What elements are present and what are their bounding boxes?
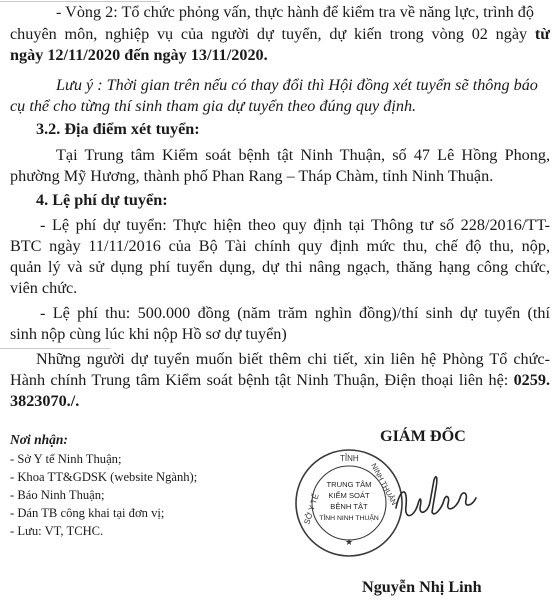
fee-rule-line-3: quản lý và sử dụng phí tuyển dụng, dự thi nâng ngạch, thăng hạng công chức, (10, 258, 550, 276)
contact-line-1: Những người dự tuyển muốn biết thêm chi tiết, xin liên hệ Phòng Tổ chức- (36, 350, 550, 368)
fee-rule-line-2: BTC ngày 11/11/2016 của Bộ Tài chính quy định mức thu, chế độ thu, nộp, (10, 237, 550, 255)
stamp-ring-top: TỈNH (340, 454, 359, 463)
contact-line-2 (10, 371, 550, 390)
recipient-item: - Dán TB công khai tại đơn vị; (10, 506, 165, 520)
handwritten-signature (390, 468, 480, 530)
recipient-item: - Báo Ninh Thuận; (10, 488, 105, 502)
stamp-ring-right: NINH THUẬN (369, 461, 399, 507)
recipient-item: - Khoa TT&GDSK (website Ngành); (10, 470, 198, 484)
stamp-star-icon: ★ (344, 537, 354, 547)
stamp-center-line-1: TRUNG TÂM (326, 480, 372, 489)
note-line-1: Lưu ý : Thời gian trên nếu có thay đổi thì Hội đồng xét tuyển sẽ thông báo (56, 76, 538, 94)
fee-amount-line-2: sinh nộp cùng lúc khi nộp Hồ sơ dự tuyển) (10, 325, 287, 343)
stamp-center-line-2: KIỂM SOÁT (328, 491, 370, 500)
fee-rule-line-4: viên chức. (10, 279, 78, 297)
fee-rule-line-1: - Lệ phí dự tuyển: Thực hiện theo quy định tại Thông tư số 228/2016/TT- (40, 216, 550, 234)
contact-phone-prefix: 0259. (513, 371, 550, 389)
recipient-item: - Lưu: VT, TCHC. (10, 524, 104, 538)
note-line-2: cụ thể cho từng thí sinh tham gia dự tuyển theo đúng quy định. (10, 97, 417, 115)
official-stamp (293, 447, 405, 559)
recipient-item: - Sở Y tế Ninh Thuận; (10, 452, 122, 466)
stamp-ring-left: SỞ Y TẾ (302, 492, 321, 526)
signer-name: Nguyễn Nhị Linh (362, 578, 482, 596)
recipients-heading: Nơi nhận: (10, 432, 68, 447)
round2-line-2-text: chuyên môn, nghiệp vụ của người dự tuyển, dự kiến trong vòng 02 ngày (10, 25, 535, 43)
section-3-2-heading: 3.2. Địa điểm xét tuyển: (36, 120, 200, 138)
fee-amount-line-1: - Lệ phí thu: 500.000 đồng (năm trăm nghìn đồng)/thí sinh dự tuyển (thí (40, 304, 550, 322)
contact-line-2-text: Hành chính Trung tâm Kiểm soát bệnh tật Ninh Thuận, Điện thoại liên hệ: (10, 371, 514, 389)
section-4-heading: 4. Lệ phí dự tuyển: (36, 191, 168, 209)
stamp-center-line-4: TỈNH NINH THUẬN (319, 515, 379, 522)
location-line-1: Tại Trung tâm Kiểm soát bệnh tật Ninh Thuận, số 47 Lê Hồng Phong, (56, 146, 550, 164)
location-line-2: phường Mỹ Hương, thành phố Phan Rang – Tháp Chàm, tỉnh Ninh Thuận. (10, 167, 494, 185)
contact-line-3: 3823070./. (10, 392, 80, 410)
round2-line-2 (10, 25, 550, 44)
round2-line-3: ngày 12/11/2020 đến ngày 13/11/2020. (10, 46, 268, 64)
round2-line-2-bold: từ (534, 25, 550, 43)
scan-artifact (0, 348, 110, 349)
scan-artifact (0, 1, 160, 2)
stamp-center-line-3: BỆNH TẬT (330, 502, 368, 511)
round2-line-1: - Vòng 2: Tổ chức phỏng vấn, thực hành để kiểm tra về năng lực, trình độ (56, 3, 534, 21)
director-title: GIÁM ĐỐC (380, 427, 466, 445)
